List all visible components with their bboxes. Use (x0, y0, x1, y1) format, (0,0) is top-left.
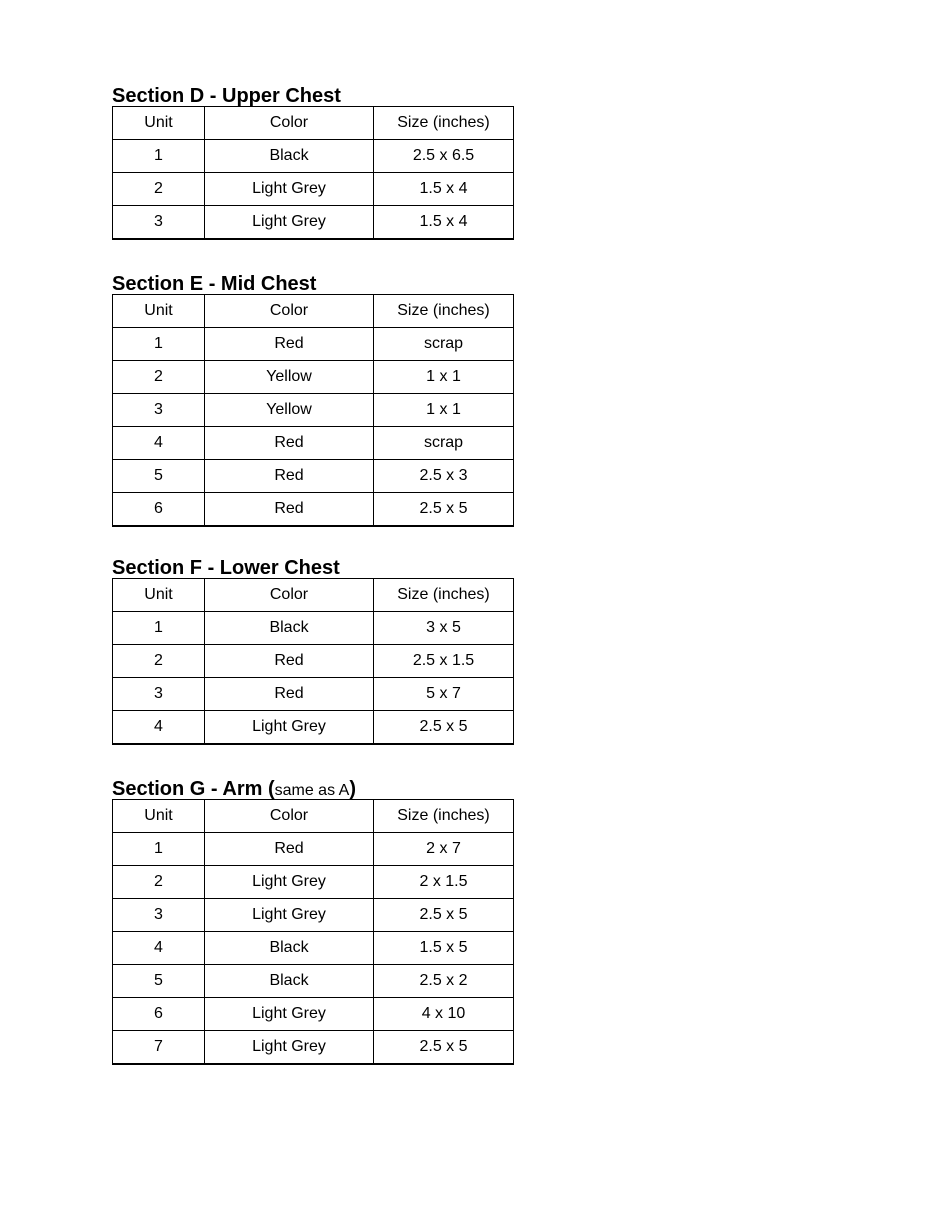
color-cell: Black (205, 612, 374, 645)
size-cell: 1.5 x 4 (374, 206, 514, 240)
header-color: Color (205, 800, 374, 833)
color-cell: Red (205, 328, 374, 361)
unit-cell: 4 (113, 427, 205, 460)
table-header-row (113, 579, 514, 612)
table-header-row (113, 800, 514, 833)
color-cell: Black (205, 140, 374, 173)
table-row (113, 612, 514, 645)
color-cell: Light Grey (205, 173, 374, 206)
unit-cell: 3 (113, 899, 205, 932)
size-cell: scrap (374, 427, 514, 460)
size-cell: 5 x 7 (374, 678, 514, 711)
unit-cell: 2 (113, 173, 205, 206)
color-cell: Red (205, 678, 374, 711)
unit-cell: 6 (113, 493, 205, 527)
color-cell: Red (205, 460, 374, 493)
unit-cell: 6 (113, 998, 205, 1031)
parts-table (112, 294, 514, 527)
unit-cell: 1 (113, 140, 205, 173)
section-2 (112, 556, 514, 745)
size-cell: 2 x 7 (374, 833, 514, 866)
parts-table (112, 799, 514, 1065)
section-3 (112, 777, 514, 1065)
table-row (113, 140, 514, 173)
table-row (113, 678, 514, 711)
table-row (113, 460, 514, 493)
parts-table (112, 106, 514, 240)
unit-cell: 2 (113, 361, 205, 394)
header-color: Color (205, 579, 374, 612)
table-row (113, 493, 514, 527)
unit-cell: 3 (113, 394, 205, 427)
size-cell: 2.5 x 5 (374, 493, 514, 527)
unit-cell: 1 (113, 328, 205, 361)
table-row (113, 833, 514, 866)
section-title-text: Section G - Arm ( (112, 778, 275, 800)
unit-cell: 3 (113, 206, 205, 240)
size-cell: 2.5 x 3 (374, 460, 514, 493)
size-cell: 2.5 x 6.5 (374, 140, 514, 173)
size-cell: 1.5 x 4 (374, 173, 514, 206)
size-cell: 1.5 x 5 (374, 932, 514, 965)
section-title (112, 777, 514, 801)
table-row (113, 866, 514, 899)
color-cell: Yellow (205, 361, 374, 394)
header-size: Size (inches) (374, 107, 514, 140)
section-1 (112, 272, 514, 527)
section-title-note: same as A (274, 782, 350, 799)
unit-cell: 1 (113, 833, 205, 866)
color-cell: Light Grey (205, 998, 374, 1031)
header-size: Size (inches) (374, 295, 514, 328)
color-cell: Light Grey (205, 899, 374, 932)
size-cell: 2.5 x 1.5 (374, 645, 514, 678)
parts-table (112, 578, 514, 745)
size-cell: 2 x 1.5 (374, 866, 514, 899)
unit-cell: 5 (113, 460, 205, 493)
table-row (113, 645, 514, 678)
table-row (113, 173, 514, 206)
unit-cell: 2 (113, 645, 205, 678)
color-cell: Black (205, 965, 374, 998)
size-cell: 2.5 x 5 (374, 899, 514, 932)
size-cell: 4 x 10 (374, 998, 514, 1031)
table-row (113, 932, 514, 965)
size-cell: 1 x 1 (374, 361, 514, 394)
section-title-suffix: ) (349, 778, 356, 800)
table-row (113, 206, 514, 240)
color-cell: Black (205, 932, 374, 965)
color-cell: Light Grey (205, 866, 374, 899)
table-row (113, 965, 514, 998)
table-row (113, 394, 514, 427)
size-cell: 1 x 1 (374, 394, 514, 427)
table-header-row (113, 295, 514, 328)
color-cell: Red (205, 427, 374, 460)
table-header-row (113, 107, 514, 140)
header-unit: Unit (113, 579, 205, 612)
unit-cell: 7 (113, 1031, 205, 1065)
section-title-text: Section E - Mid Chest (112, 273, 317, 295)
unit-cell: 4 (113, 711, 205, 745)
table-row (113, 427, 514, 460)
unit-cell: 1 (113, 612, 205, 645)
color-cell: Light Grey (205, 711, 374, 745)
header-unit: Unit (113, 107, 205, 140)
unit-cell: 5 (113, 965, 205, 998)
section-title (112, 556, 514, 580)
color-cell: Yellow (205, 394, 374, 427)
size-cell: 3 x 5 (374, 612, 514, 645)
color-cell: Light Grey (205, 1031, 374, 1065)
unit-cell: 2 (113, 866, 205, 899)
color-cell: Red (205, 645, 374, 678)
table-row (113, 1031, 514, 1065)
unit-cell: 4 (113, 932, 205, 965)
header-color: Color (205, 107, 374, 140)
table-row (113, 328, 514, 361)
size-cell: scrap (374, 328, 514, 361)
section-title-text: Section F - Lower Chest (112, 557, 340, 579)
table-row (113, 711, 514, 745)
color-cell: Red (205, 833, 374, 866)
section-title-text: Section D - Upper Chest (112, 85, 341, 107)
table-row (113, 361, 514, 394)
size-cell: 2.5 x 2 (374, 965, 514, 998)
section-title (112, 84, 514, 108)
unit-cell: 3 (113, 678, 205, 711)
size-cell: 2.5 x 5 (374, 1031, 514, 1065)
table-row (113, 998, 514, 1031)
color-cell: Red (205, 493, 374, 527)
header-size: Size (inches) (374, 579, 514, 612)
size-cell: 2.5 x 5 (374, 711, 514, 745)
header-unit: Unit (113, 800, 205, 833)
header-color: Color (205, 295, 374, 328)
color-cell: Light Grey (205, 206, 374, 240)
table-row (113, 899, 514, 932)
header-unit: Unit (113, 295, 205, 328)
section-0 (112, 84, 514, 240)
header-size: Size (inches) (374, 800, 514, 833)
section-title (112, 272, 514, 296)
